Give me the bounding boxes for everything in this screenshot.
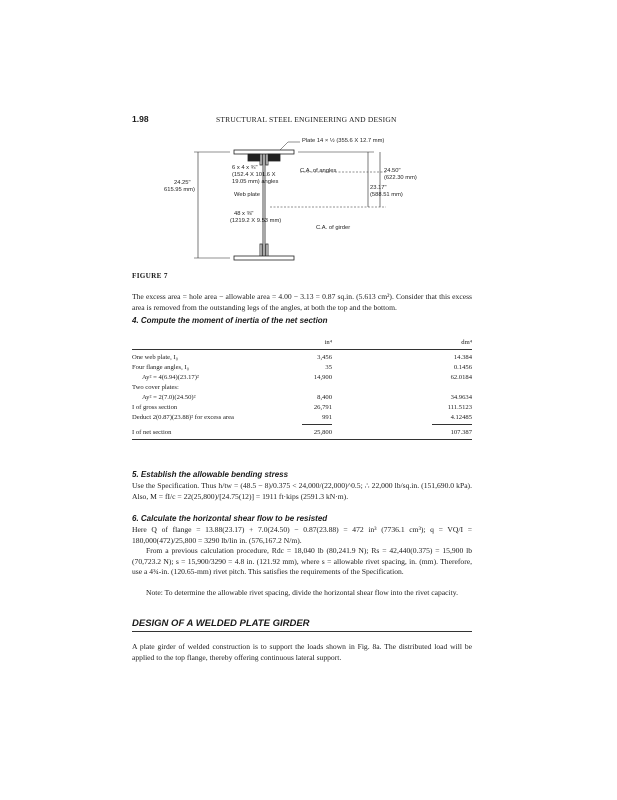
running-title: STRUCTURAL STEEL ENGINEERING AND DESIGN [216,115,397,124]
step-6-heading: 6. Calculate the horizontal shear flow to be resisted [132,514,328,523]
step-4-heading: 4. Compute the moment of inertia of the net section [132,316,328,325]
section-heading-welded-girder: DESIGN OF A WELDED PLATE GIRDER [132,618,472,632]
table-row: Two cover plates: [132,384,179,391]
table-header-rule [132,349,472,350]
girder-section-drawing [190,132,450,264]
table-row: One web plate, I₀ 3,456 14.384 [132,354,472,361]
table-col-in4: in⁴ [324,339,332,346]
table-row: I of net section 25,800 107.387 [132,429,472,436]
table-col-dm4: dm⁴ [461,339,472,346]
paragraph-welded-girder: A plate girder of welded construction is to support the loads shown in Fig. 8a. The distributed load will be applied to the top flange, thereby offering continuous lateral support. [132,642,472,662]
plate-label: Plate 14 × ½ (355.6 X 12.7 mm) [302,138,385,144]
web-metric-label: (1219.2 X 9.53 mm) [230,218,282,224]
top-angles [260,154,268,165]
table-bottom-rule [132,439,472,440]
step-5-heading: 5. Establish the allowable bending stress [132,470,289,479]
table-row: Ay² = 4(6.94)(23.17)² 14,900 62.0184 [142,374,472,381]
angle-metric-label: (152.4 X 101.6 X [232,172,276,178]
page-number: 1.98 [132,114,149,124]
web-plate-label: Web plate [234,192,260,198]
table-row: Four flange angles, I₀ 35 0.1456 [132,364,472,371]
top-cover-plate [234,150,294,154]
ca-girder-label: C.A. of girder [316,225,351,231]
dim-left-label: 24.25" [174,180,191,186]
paragraph-note: Note: To determine the allowable rivet spacing, divide the horizontal shear flow into the rivet capacity. [146,588,458,597]
angle-size-label: 6 x 4 x ¾" [232,165,258,171]
dim-mid-metric-label: (588.51 mm) [370,192,403,198]
dim-right-label: 24.50" [384,168,401,174]
table-header-row [132,338,472,347]
table-subtotal-rule-2 [432,424,472,425]
table-row: Ay² = 2(7.0)(24.50)² 8,400 34.9634 [142,394,472,401]
figure-caption: FIGURE 7 [132,272,168,280]
table-subtotal-rule-1 [302,424,332,425]
ca-angles-label: C.A. of angles [300,168,337,174]
paragraph-shear-flow: Here Q of flange = 13.88(23.17) + 7.0(24.50) − 0.87(23.88) = 472 in³ (7736.1 cm³); q = VQ/I = 180,000(472)/25,800 = 3290 lb/lin in. (576,167.2 N/m). [132,525,472,545]
angle-metric-label-2: 19.05 mm) angles [232,179,279,185]
dim-right-metric-label: (622.30 mm) [384,175,417,181]
bottom-angles [260,244,268,256]
table-row: Deduct 2(0.87)(23.88)² for excess area 991 4.12485 [132,414,472,421]
paragraph-bending-stress: Use the Specification. Thus h/tw = (48.5 − 8)/0.375 < 24,000/(22,000)^0.5; ∴ 22,000 lb/sq.in. (151,690.0 kPa). Also, M = fI/c = 22(25,800)/[24.75(12)] = 1911 ft·kips (2591.3 kN·m). [132,481,472,501]
table-row: I of gross section 26,791 111.5123 [132,404,472,411]
bottom-cover-plate [234,256,294,260]
figure-plate-girder [164,132,450,264]
paragraph-excess-area: The excess area = hole area − allowable area = 4.00 − 3.13 = 0.87 sq.in. (5.613 cm²). Consider that this excess area is removed from the outstanding legs of the angles, at both the top and the bottom. [132,292,472,312]
web-size-label: 48 x ⅜" [234,211,254,217]
moment-of-inertia-table [132,338,472,458]
page-header [132,114,502,124]
dim-mid-label: 23.17" [370,185,387,191]
paragraph-rivet-spacing: From a previous calculation procedure, Rdc = 18,040 lb (80,241.9 N); Rs = 42,440(0.375) = 15,900 lb (70,723.2 N); s = 15,900/3290 = 4.8 in. (121.92 mm), where s = allowable rivet spacing, in. (mm). Therefore, use a 4¾-in. (120.65-mm) rivet pitch. This satisfies the requirements of the Specification. [132,546,472,576]
dim-left-metric-label: 615.95 mm) [164,187,195,193]
